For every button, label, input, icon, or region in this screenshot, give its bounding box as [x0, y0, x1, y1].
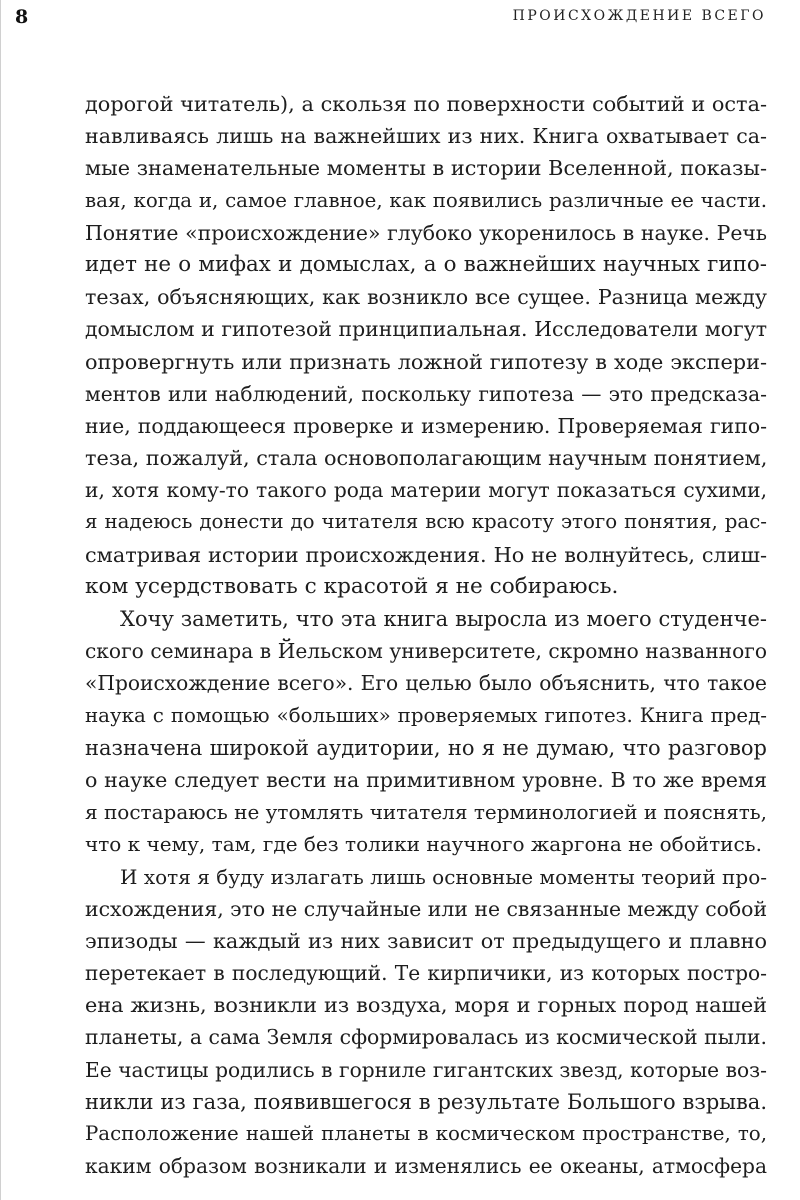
- text-line: тезах, объясняющих, как возникло все сущее. Разница между: [85, 285, 767, 310]
- text-line: сматривая истории происхождения. Но не волнуйтесь, слиш-: [85, 542, 767, 567]
- text-line: о науке следует вести на примитивном уровне. В то же время: [85, 767, 767, 792]
- text-line: Ее частицы родились в горниле гигантских звезд, которые воз-: [85, 1057, 767, 1082]
- text-line: что к чему, там, где без толики научного жаргона не обойтись.: [85, 832, 762, 857]
- text-line: исхождения, это не случайные или не связанные между собой: [85, 896, 768, 921]
- text-line: навливаясь лишь на важнейших из них. Книга охватывает са-: [85, 124, 767, 149]
- page-number: 8: [15, 6, 29, 28]
- text-line: Хочу заметить, что эта книга выросла из моего студенче-: [120, 607, 767, 631]
- text-line: ние, поддающееся проверке и измерению. Проверяемая гипо-: [85, 413, 767, 438]
- text-line: планеты, а сама Земля сформировалась из космической пыли.: [85, 1025, 767, 1050]
- text-line: мые знаменательные моменты в истории Вселенной, показы-: [85, 156, 767, 181]
- text-line: ского семинара в Йельском университете, скромно названного: [85, 639, 767, 664]
- text-line: наука с помощью «больших» проверяемых гипотез. Книга пред-: [85, 703, 767, 727]
- text-line: дорогой читатель), а скользя по поверхности событий и оста-: [85, 92, 767, 116]
- text-line: ком усердствовать с красотой я не собираюсь.: [85, 573, 619, 599]
- running-header: [15, 6, 766, 30]
- text-line: домыслом и гипотезой принципиальная. Исследователи могут: [85, 317, 767, 342]
- text-line: И хотя я буду излагать лишь основные моменты теорий про-: [120, 864, 767, 889]
- body-text: [85, 88, 767, 1182]
- text-line: и, хотя кому-то такого рода материи могут показаться сухими,: [85, 478, 767, 503]
- text-line: никли из газа, появившегося в результате Большого взрыва.: [85, 1089, 767, 1114]
- text-line: я надеюсь донести до читателя всю красоту этого понятия, рас-: [85, 510, 767, 534]
- text-line: Расположение нашей планеты в космическом пространстве, то,: [85, 1122, 767, 1145]
- text-line: каким образом возникали и изменялись ее океаны, атмосфера: [85, 1154, 767, 1179]
- text-line: эпизоды — каждый из них зависит от предыдущего и плавно: [85, 928, 767, 953]
- text-line: я постараюсь не утомлять читателя терминологией и пояснять,: [85, 800, 768, 825]
- text-line: вая, когда и, самое главное, как появились различные ее части.: [85, 188, 767, 212]
- text-line: опровергнуть или признать ложной гипотезу в ходе экспери-: [85, 349, 767, 374]
- running-title: ПРОИСХОЖДЕНИЕ ВСЕГО: [512, 8, 766, 24]
- text-line: «Происхождение всего». Его целью было объяснить, что такое: [85, 671, 767, 696]
- text-line: Понятие «происхождение» глубоко укоренилось в науке. Речь: [85, 220, 767, 245]
- text-line: ена жизнь, возникли из воздуха, моря и горных пород нашей: [85, 993, 767, 1018]
- text-line: ментов или наблюдений, поскольку гипотеза — это предсказа-: [85, 381, 767, 406]
- text-line: назначена широкой аудитории, но я не думаю, что разговор: [85, 735, 767, 760]
- text-line: теза, пожалуй, стала основополагающим научным понятием,: [85, 446, 768, 471]
- text-line: перетекает в последующий. Те кирпичики, из которых постро-: [85, 961, 767, 986]
- text-line: идет не о мифах и домыслах, а о важнейших научных гипо-: [85, 251, 767, 277]
